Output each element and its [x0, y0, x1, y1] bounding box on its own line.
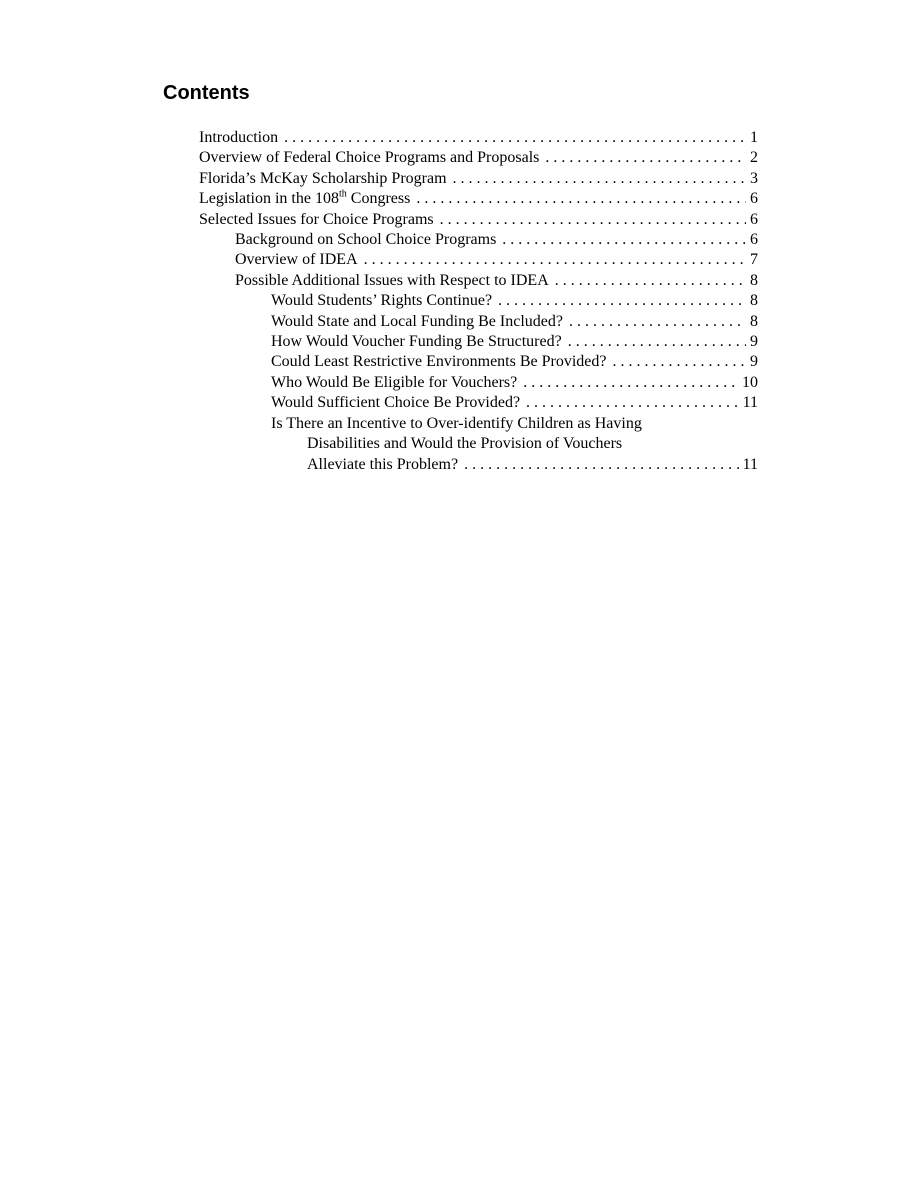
toc-entry-possible-issues[interactable]: [199, 271, 758, 291]
toc-page-number: 2: [746, 148, 758, 168]
toc-label: Legislation in the 108th Congress: [199, 189, 411, 208]
toc-entry-legislation[interactable]: [199, 189, 758, 209]
toc-label: Florida’s McKay Scholarship Program: [199, 169, 447, 187]
toc-label: Would Students’ Rights Continue?: [271, 292, 493, 310]
toc-page-number: 1: [746, 128, 758, 148]
toc-page-number: 11: [739, 455, 758, 475]
toc-entry-introduction[interactable]: [199, 128, 758, 148]
toc-label: Is There an Incentive to Over-identify Children as Having: [271, 414, 642, 432]
toc-page-number: 10: [738, 373, 758, 393]
toc-page-number: 6: [746, 210, 758, 230]
toc-label: Would Sufficient Choice Be Provided?: [271, 394, 521, 412]
toc-page-number: 8: [746, 312, 758, 332]
toc-label: Overview of IDEA: [235, 251, 358, 269]
toc-entry-overview-federal[interactable]: [199, 148, 758, 168]
toc-entry-sufficient-choice[interactable]: [199, 393, 758, 413]
page-title: Contents: [163, 82, 250, 104]
toc-entry-overview-idea[interactable]: [199, 250, 758, 270]
toc-label: Background on School Choice Programs: [235, 231, 497, 249]
toc-page-number: 8: [746, 271, 758, 291]
toc-entry-florida[interactable]: [199, 169, 758, 189]
toc-entry-least-restrictive[interactable]: [199, 352, 758, 372]
toc-entry-students-rights[interactable]: [199, 291, 758, 311]
toc-entry-selected-issues[interactable]: [199, 210, 758, 230]
toc-page-number: 9: [746, 352, 758, 372]
toc-page-number: 6: [746, 189, 758, 209]
toc-page-number: 11: [739, 393, 758, 413]
toc-label: Alleviate this Problem?: [307, 455, 459, 473]
toc-label: Would State and Local Funding Be Included?: [271, 312, 563, 330]
toc-page-number: 6: [746, 230, 758, 250]
toc-entry-background[interactable]: [199, 230, 758, 250]
toc-label: How Would Voucher Funding Be Structured?: [271, 333, 562, 351]
toc-label: Overview of Federal Choice Programs and Proposals: [199, 149, 540, 167]
toc-label: Selected Issues for Choice Programs: [199, 210, 434, 228]
toc-page-number: 8: [746, 291, 758, 311]
toc-label: Possible Additional Issues with Respect to IDEA: [235, 271, 549, 289]
toc-entry-eligible[interactable]: [199, 373, 758, 393]
toc-label: Could Least Restrictive Environments Be Provided?: [271, 353, 607, 371]
toc-entry-state-local[interactable]: [199, 312, 758, 332]
toc-entry-incentive-line2[interactable]: [199, 434, 758, 454]
toc-entry-incentive-line3[interactable]: [199, 455, 758, 475]
toc-label: Disabilities and Would the Provision of Vouchers: [307, 435, 623, 453]
toc-page-number: 3: [746, 169, 758, 189]
toc-entry-voucher-funding[interactable]: [199, 332, 758, 352]
toc-page-number: 7: [746, 250, 758, 270]
table-of-contents: [199, 128, 758, 475]
toc-page-number: 9: [746, 332, 758, 352]
toc-label: Introduction: [199, 129, 279, 146]
toc-label: Who Would Be Eligible for Vouchers?: [271, 373, 518, 391]
toc-entry-incentive-line1[interactable]: [199, 414, 758, 434]
